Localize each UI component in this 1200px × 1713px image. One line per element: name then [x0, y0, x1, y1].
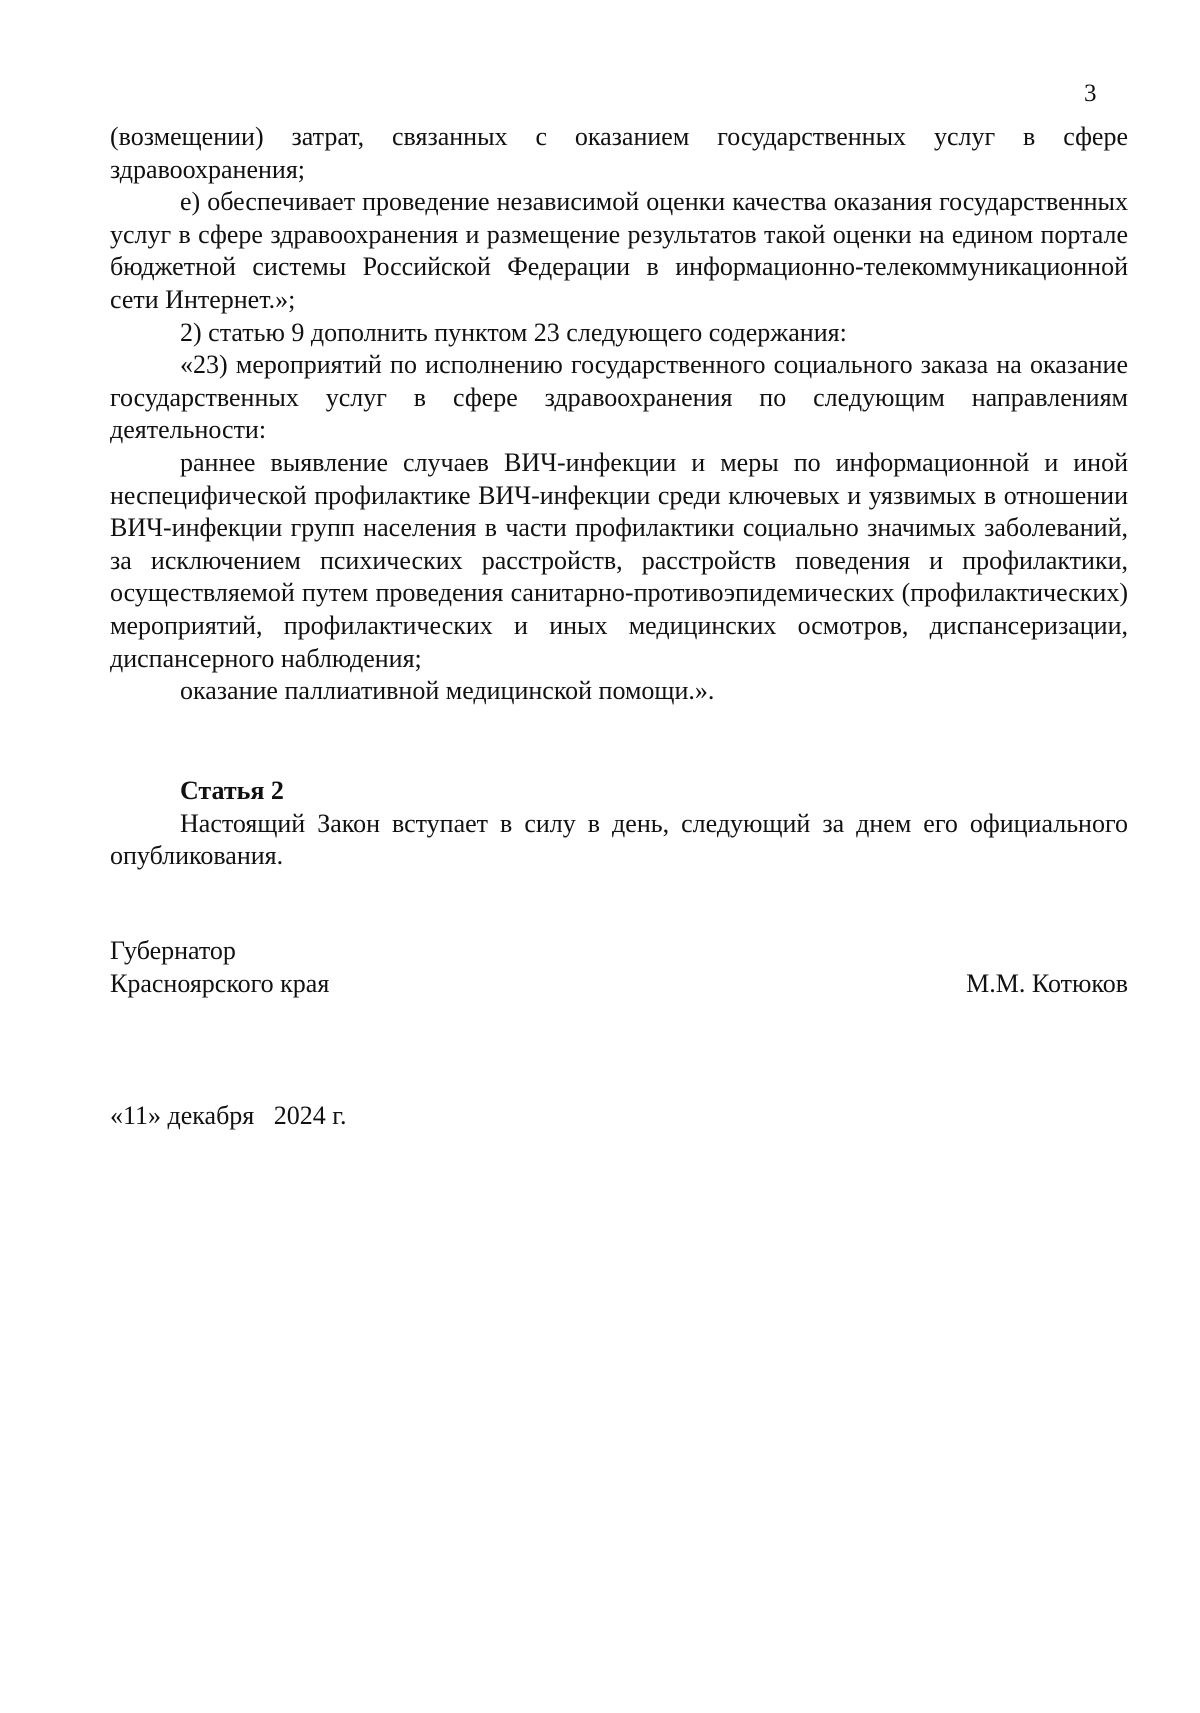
signatory-title-line-2: Красноярского края	[110, 968, 330, 998]
signatory-name: М.М. Котюков	[966, 968, 1128, 998]
paragraph-4: «23) мероприятий по исполнению государственного социального заказа на оказание государственных услуг в сфере здравоохранения по следующим направлениям деятельности:	[110, 350, 1128, 445]
article-1-continuation	[110, 121, 1128, 708]
signature-block	[110, 935, 1128, 1000]
article-2	[110, 775, 1128, 873]
paragraph-1: (возмещении) затрат, связанных с оказанием государственных услуг в сфере здравоохранения;	[110, 122, 1128, 184]
article-2-heading: Статья 2	[180, 776, 284, 805]
signing-date: «11» декабря 2024 г.	[110, 1101, 347, 1130]
paragraph-6: оказание паллиативной медицинской помощи.».	[180, 676, 715, 706]
paragraph-2: е) обеспечивает проведение независимой оценки качества оказания государственных услуг в сфере здравоохранения и размещение результатов такой оценки на едином портале бюджетной системы Российской Федерации в информационно-телекоммуникационной сети Интернет.»;	[110, 187, 1128, 314]
article-2-text: Настоящий Закон вступает в силу в день, следующий за днем его официального опубликования.	[110, 808, 1128, 871]
paragraph-5: раннее выявление случаев ВИЧ-инфекции и меры по информационной и иной неспецифической профилактике ВИЧ-инфекции среди ключевых и уязвимых в отношении ВИЧ-инфекции групп населения в части профилактики социально значимых заболеваний, за исключением психических расстройств, расстройств поведения и профилактики, осуществляемой путем проведения санитарно-противоэпидемических (профилактических) мероприятий, профилактических и иных медицинских осмотров, диспансеризации, диспансерного наблюдения;	[110, 447, 1128, 673]
signatory-title-line-1: Губернатор	[110, 936, 236, 965]
page-number: 3	[1084, 80, 1097, 107]
paragraph-3: 2) статью 9 дополнить пунктом 23 следующего содержания:	[180, 317, 847, 347]
